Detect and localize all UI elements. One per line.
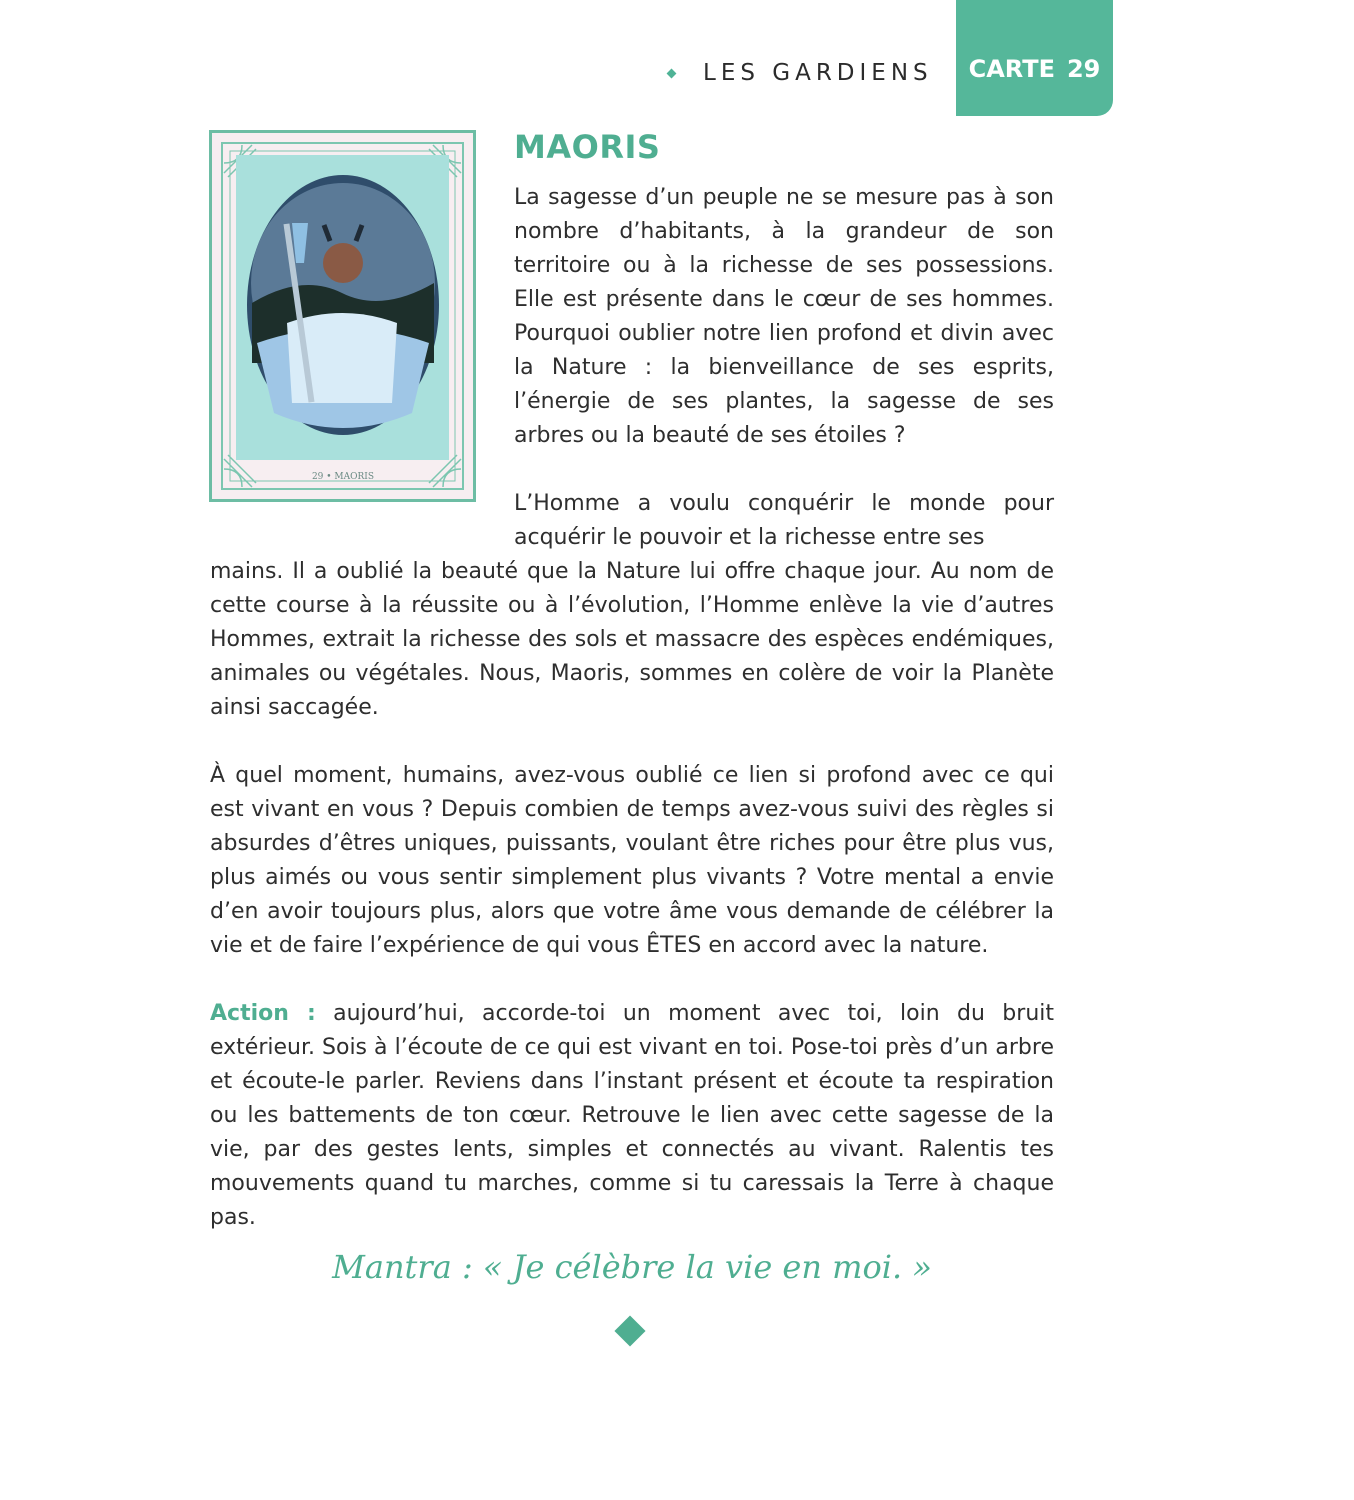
- card-illustration: [212, 133, 473, 499]
- paragraph-conquest-start: L’Homme a voulu conquérir le monde pour acquérir le pouvoir et la richesse entre ses: [514, 491, 1054, 550]
- action-text: aujourd’hui, accorde-toi un moment avec toi, loin du bruit extérieur. Sois à l’écoute de ce qui est vivant en toi. Pose-toi près d’un arbre et écoute-le parler. Reviens dans l’instant présent et écoute ta respiration ou les battements de ton cœur. Retrouve le lien avec cette sagesse de la vie, par des gestes lents, simples et connectés au vivant. Ralentis tes mouvements quand tu marches, comme si tu caressais la Terre à chaque pas.: [210, 1001, 1055, 1230]
- mantra: Mantra : « Je célèbre la vie en moi. »: [332, 1248, 932, 1286]
- card-number-tab: [956, 0, 1113, 116]
- card-caption: 29 • MAORIS: [311, 472, 375, 482]
- end-diamond-icon: [614, 1315, 645, 1346]
- paragraph-question: À quel moment, humains, avez-vous oublié ce lien si profond avec ce qui est vivant en vous ? Depuis combien de temps avez-vous suivi des règles si absurdes d’êtres uniques, puissants, voulant être riches pour être plus vus, plus aimés ou vous sentir simplement plus vivants ? Votre mental a envie d’en avoir toujours plus, alors que votre âme vous demande de célébrer la vie et de faire l’expérience de qui vous ÊTES en accord avec la nature.: [210, 763, 1054, 958]
- paragraph-conquest-end: mains. Il a oublié la beauté que la Nature lui offre chaque jour. Au nom de cette course à la réussite ou à l’évolution, l’Homme enlève la vie d’autres Hommes, extrait la richesse des sols et massacre des espèces endémiques, animales ou végétales. Nous, Maoris, sommes en colère de voir la Planète ainsi saccagée.: [210, 559, 1054, 720]
- card-number: 29: [1066, 55, 1101, 83]
- action-paragraph: [210, 997, 1054, 1235]
- page-title: MAORIS: [514, 128, 661, 166]
- section-title: LES GARDIENS: [703, 60, 933, 86]
- section-header: [668, 60, 933, 86]
- oracle-card-image: [209, 130, 476, 502]
- diamond-bullet-icon: [667, 68, 677, 78]
- card-word: CARTE: [968, 55, 1055, 83]
- paragraph-intro: La sagesse d’un peuple ne se mesure pas à son nombre d’habitants, à la grandeur de son territoire ou à la richesse de ses possessions. Elle est présente dans le cœur de ses hommes. Pourquoi oublier notre lien profond et divin avec la Nature : la bienveillance de ses esprits, l’énergie de ses plantes, la sagesse de ses arbres ou la beauté de ses étoiles ?: [514, 185, 1054, 448]
- action-label: Action :: [210, 1001, 316, 1026]
